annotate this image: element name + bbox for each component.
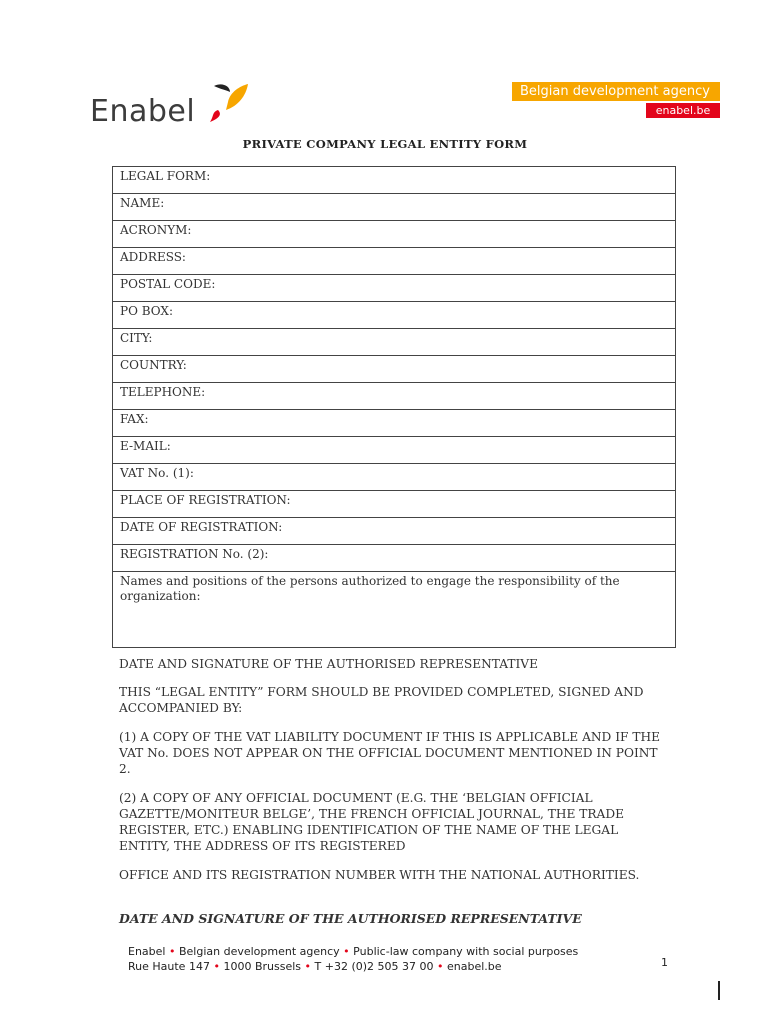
footer-city: 1000 Brussels: [223, 960, 302, 973]
field-place-of-registration[interactable]: PLACE OF REGISTRATION:: [113, 491, 675, 518]
footer-street: Rue Haute 147: [128, 960, 210, 973]
page-footer: [128, 944, 578, 974]
field-city[interactable]: CITY:: [113, 329, 675, 356]
document-title: PRIVATE COMPANY LEGAL ENTITY FORM: [242, 137, 528, 151]
field-country[interactable]: COUNTRY:: [113, 356, 675, 383]
page-number: 1: [661, 956, 668, 969]
footer-phone: T +32 (0)2 505 37 00: [314, 960, 434, 973]
footer-separator: •: [213, 960, 220, 973]
field-address[interactable]: ADDRESS:: [113, 248, 675, 275]
footer-company-type: Public-law company with social purposes: [353, 945, 579, 958]
field-email[interactable]: E-MAIL:: [113, 437, 675, 464]
field-fax[interactable]: FAX:: [113, 410, 675, 437]
instruction-text: THIS “LEGAL ENTITY” FORM SHOULD BE PROVIDED COMPLETED, SIGNED AND ACCOMPANIED BY:: [119, 685, 644, 715]
footer-line-2: [128, 959, 578, 974]
website-badge: enabel.be: [646, 103, 720, 118]
field-vat-number[interactable]: VAT No. (1):: [113, 464, 675, 491]
field-registration-number[interactable]: REGISTRATION No. (2):: [113, 545, 675, 572]
footer-org: Enabel: [128, 945, 166, 958]
footer-separator: •: [437, 960, 444, 973]
footer-separator: •: [343, 945, 350, 958]
text-cursor: [718, 981, 720, 1000]
logo-wordmark: Enabel: [90, 94, 196, 129]
legal-entity-form-table: [112, 166, 676, 648]
field-telephone[interactable]: TELEPHONE:: [113, 383, 675, 410]
bird-icon: [200, 80, 250, 130]
signature-emphasis: DATE AND SIGNATURE OF THE AUTHORISED REPRESENTATIVE: [119, 911, 582, 926]
note-1: (1) A COPY OF THE VAT LIABILITY DOCUMENT IF THIS IS APPLICABLE AND IF THE VAT No. DOES NOT APPEAR ON THE OFFICIAL DOCUMENT MENTIONED IN POINT 2.: [119, 730, 660, 776]
note-2-continuation: OFFICE AND ITS REGISTRATION NUMBER WITH THE NATIONAL AUTHORITIES.: [119, 868, 640, 882]
field-name[interactable]: NAME:: [113, 194, 675, 221]
field-date-of-registration[interactable]: DATE OF REGISTRATION:: [113, 518, 675, 545]
signature-line: DATE AND SIGNATURE OF THE AUTHORISED REPRESENTATIVE: [119, 657, 539, 671]
agency-badge: Belgian development agency: [512, 82, 720, 101]
field-authorized-persons[interactable]: Names and positions of the persons authorized to engage the responsibility of the organization:: [120, 574, 620, 603]
footer-website: enabel.be: [447, 960, 502, 973]
field-po-box[interactable]: PO BOX:: [113, 302, 675, 329]
footer-separator: •: [304, 960, 312, 973]
field-postal-code[interactable]: POSTAL CODE:: [113, 275, 675, 302]
field-legal-form[interactable]: LEGAL FORM:: [113, 167, 675, 194]
enabel-logo: [90, 80, 260, 140]
note-2: (2) A COPY OF ANY OFFICIAL DOCUMENT (E.G. THE ‘BELGIAN OFFICIAL GAZETTE/MONITEUR BELGE’, THE FRENCH OFFICIAL JOURNAL, THE TRADE REGISTER, ETC.) ENABLING IDENTIFICATION OF THE NAME OF THE LEGAL ENTITY, THE ADDRESS OF ITS REGISTERED: [119, 791, 624, 853]
footer-agency: Belgian development agency: [178, 945, 340, 958]
field-acronym[interactable]: ACRONYM:: [113, 221, 675, 248]
footer-line-1: [128, 944, 578, 959]
footer-separator: •: [168, 945, 176, 958]
